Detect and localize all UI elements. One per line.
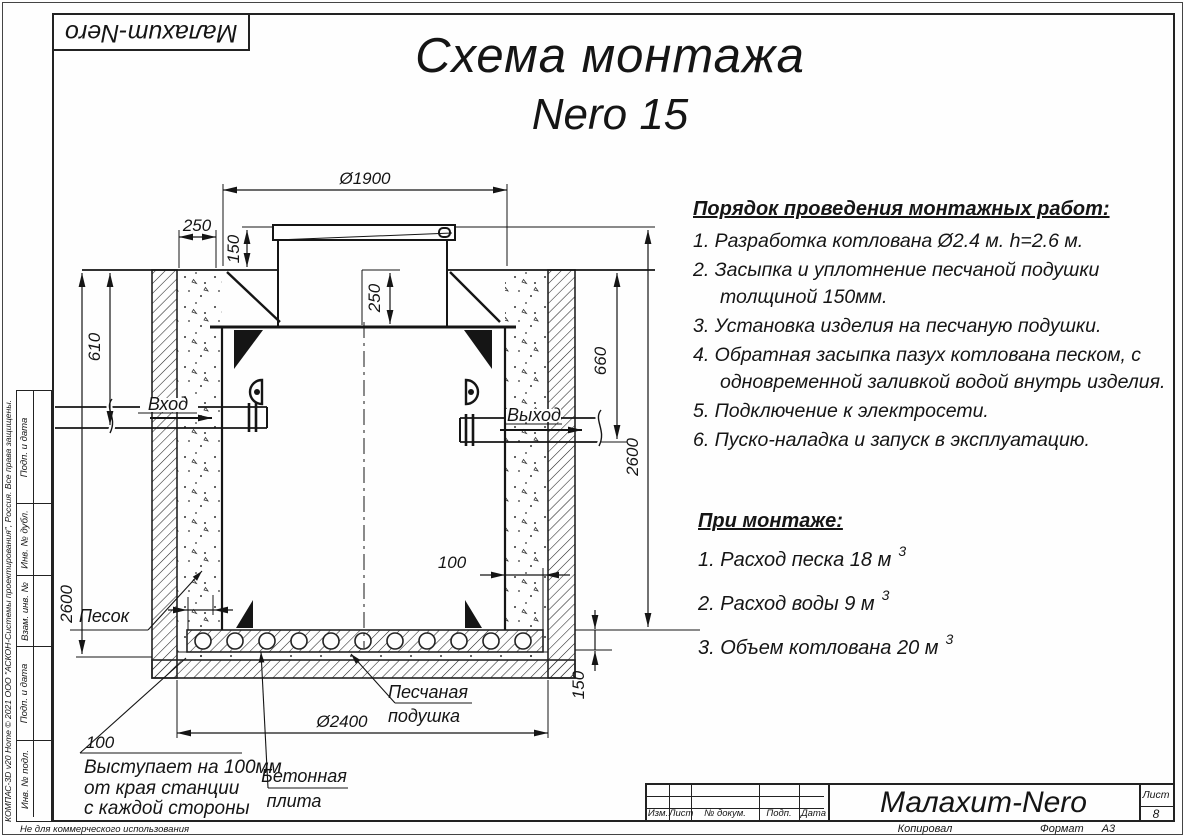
stamp-cell: Подп. и дата xyxy=(17,647,51,741)
dim-overhang-100-right: 100 xyxy=(437,553,467,572)
inlet-label: Вход xyxy=(147,394,189,414)
outlet-label: Выход xyxy=(506,405,562,425)
format-label: Формат А3 xyxy=(1040,823,1116,835)
col-data: Дата xyxy=(800,808,827,819)
non-commercial-note: Не для коммерческого использования xyxy=(20,824,190,835)
dim-neck-150: 150 xyxy=(224,234,243,264)
dim-gap-250: 250 xyxy=(182,216,212,235)
step-item: 6. Пуско-наладка и запуск в эксплуатацию. xyxy=(693,429,1090,451)
logo-text: Малахит-Nero xyxy=(64,18,238,47)
format-value: А3 xyxy=(1101,823,1116,835)
concrete-slab-label-1: Бетонная xyxy=(261,766,347,786)
sheet-title: Схема монтажа xyxy=(415,29,805,83)
stamp-cell: Инв. № дубл. xyxy=(17,504,51,576)
cubic-sup: 3 xyxy=(898,543,907,559)
sand-cushion-label-1: Песчаная xyxy=(387,682,469,702)
installation-steps-heading: Порядок проведения монтажных работ: xyxy=(693,198,1110,220)
dim-cushion-150: 150 xyxy=(569,670,588,700)
step-item: 2. Засыпка и уплотнение песчаной подушки толщиной 150мм. xyxy=(693,259,1100,308)
overhang-note-3: с каждой стороны xyxy=(84,798,250,819)
sheet-label: Лист xyxy=(1139,785,1173,807)
sand-cushion-label-2: подушка xyxy=(387,706,461,726)
installation-steps xyxy=(693,196,1173,456)
dim-pit-2600-left: 2600 xyxy=(57,585,76,623)
montage-consumption xyxy=(698,510,1138,681)
sheet-subtitle: Nero 15 xyxy=(531,90,689,139)
station-lid xyxy=(273,225,455,240)
stamp-cell: Подп. и дата xyxy=(17,391,51,504)
callout-labels xyxy=(79,394,561,819)
step-item: 4. Обратная засыпка пазух котлована песком, с одновременной заливкой водой внутрь изделия. xyxy=(693,344,1166,393)
col-ndokum: № докум. xyxy=(704,808,746,819)
dim-outlet-660: 660 xyxy=(591,346,610,376)
overhang-note-value: 100 xyxy=(85,733,115,752)
leader-lines xyxy=(70,413,562,788)
montage-item: 3. Объем котлована 20 м $^3$ xyxy=(698,631,954,659)
sand-label: Песок xyxy=(78,606,130,626)
sheet-number: 8 xyxy=(1152,807,1160,821)
dim-inlet-610: 610 xyxy=(85,332,104,362)
step-item: 1. Разработка котлована Ø2.4 м. h=2.6 м. xyxy=(693,230,1084,252)
dim-pit-2600-right: 2600 xyxy=(623,438,642,476)
overhang-note-1: Выступает на 100мм xyxy=(84,757,282,778)
cubic-sup: 3 xyxy=(945,631,954,647)
montage-heading: При монтаже: xyxy=(698,510,843,532)
title-block xyxy=(645,783,1175,822)
cubic-sup: 3 xyxy=(881,587,890,603)
step-item: 3. Установка изделия на песчаную подушки. xyxy=(693,315,1102,337)
montage-item: 1. Расход песка 18 м $^3$ xyxy=(698,543,907,571)
dim-diameter-top: Ø1900 xyxy=(339,169,391,188)
stamp-column xyxy=(16,390,52,822)
col-podp: Подп. xyxy=(766,808,792,819)
montage-item: 2. Расход воды 9 м $^3$ xyxy=(698,587,890,615)
step-item: 5. Подключение к электросети. xyxy=(693,400,989,422)
overhang-note-2: от края станции xyxy=(84,778,240,799)
stamp-cell: Инв. № подл. xyxy=(17,741,51,817)
concrete-slab xyxy=(187,630,543,652)
dim-depth-250: 250 xyxy=(365,283,384,313)
stamp-cell: Взам. инв. № xyxy=(17,576,51,647)
dim-diameter-bottom: Ø2400 xyxy=(316,712,368,731)
titleblock-name: Малахит-Nero xyxy=(880,785,1087,819)
col-izm: Изм. xyxy=(647,808,669,819)
concrete-slab-label-2: плита xyxy=(266,791,322,811)
col-list: Лист xyxy=(669,808,694,819)
copied-label: Копировал xyxy=(897,823,953,835)
kompas-attribution: КОМПАС-3D v20 Home © 2021 ООО "АСКОН-Системы проектирования", Россия. Все права защищены. xyxy=(3,399,13,822)
